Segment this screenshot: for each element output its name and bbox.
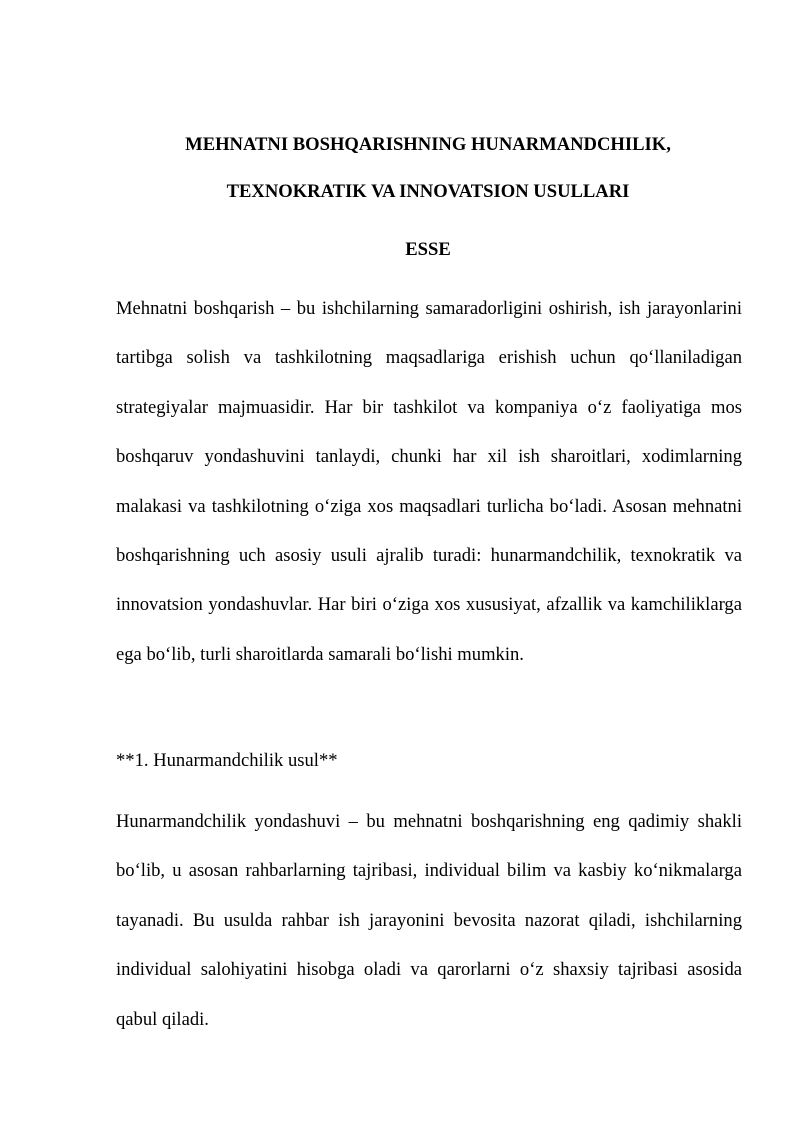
title-line-1: MEHNATNI BOSHQARISHNING HUNARMANDCHILIK, (185, 134, 671, 155)
subtitle: ESSE (405, 239, 451, 260)
title-line-2: TEXNOKRATIK VA INNOVATSION USULLARI (226, 181, 630, 202)
intro-paragraph: Mehnatni boshqarish – bu ishchilarning samaradorligini oshirish, ish jarayonlarini tartibga solish va tashkilotning maqsadlariga erishish uchun qo‘llaniladigan strategiyalar majmuasidir. Har bir tashkilot va kompaniya o‘z faoliyatiga mos boshqaruv yondashuvini tanlaydi, chunki har xil ish sharoitlari, xodimlarning malakasi va tashkilotning o‘ziga xos maqsadlari turlicha bo‘ladi. Asosan mehnatni boshqarishning uch asosiy usuli ajralib turadi: hunarmandchilik, texnokratik va innovatsion yondashuvlar. Har biri o‘ziga xos xususiyat, afzallik va kamchiliklarga ega bo‘lib, turli sharoitlarda samarali bo‘lishi mumkin. (116, 298, 742, 665)
section-1-heading: **1. Hunarmandchilik usul** (116, 750, 338, 771)
section-1-paragraph: Hunarmandchilik yondashuvi – bu mehnatni boshqarishning eng qadimiy shakli bo‘lib, u asosan rahbarlarning tajribasi, individual bilim va kasbiy ko‘nikmalarga tayanadi. Bu usulda rahbar ish jarayonini bevosita nazorat qiladi, ishchilarning individual salohiyatini hisobga oladi va qarorlarni o‘z shaxsiy tajribasi asosida qabul qiladi. (116, 811, 742, 1030)
